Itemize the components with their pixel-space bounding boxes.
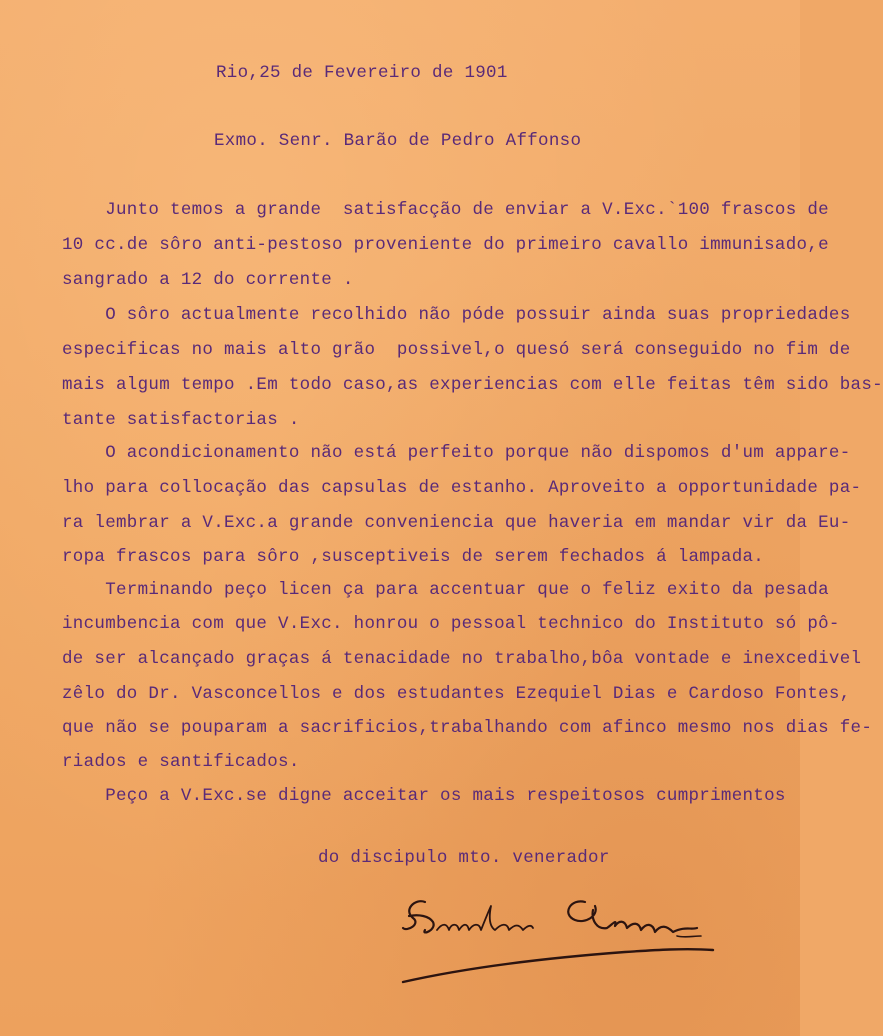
body-line: Peço a V.Exc.se digne acceitar os mais respeitosos cumprimentos [62,786,786,806]
signature-stroke [568,901,697,932]
letter-salutation: Exmo. Senr. Barão de Pedro Affonso [214,131,582,151]
signature-stroke [437,906,533,930]
body-line: sangrado a 12 do corrente . [62,270,354,290]
body-line: zêlo do Dr. Vasconcellos e dos estudantes Ezequiel Dias e Cardoso Fontes, [62,684,851,704]
body-line: riados e santificados. [62,752,300,772]
body-line: lho para collocação das capsulas de estanho. Aproveito a opportunidade pa- [62,478,862,498]
body-line: mais algum tempo .Em todo caso,as experiencias com elle feitas têm sido bas- [62,375,883,395]
body-line: O acondicionamento não está perfeito porque não dispomos d'um appare- [62,443,851,463]
body-line: Terminando peço licen ça para accentuar que o feliz exito da pesada [62,580,829,600]
signature-stroke [403,901,434,932]
body-line: especificas no mais alto grão possivel,o quesó será conseguido no fim de [62,340,851,360]
body-line: tante satisfactorias . [62,410,300,430]
body-line: de ser alcançado graças á tenacidade no trabalho,bôa vontade e inexcedivel [62,649,862,669]
body-line: ropa frascos para sôro ,susceptiveis de serem fechados á lampada. [62,547,765,567]
letter-closing: do discipulo mto. venerador [318,848,610,868]
body-line: Junto temos a grande satisfacção de enviar a V.Exc.`100 frascos de [62,200,829,220]
signature-underline [403,949,713,982]
body-line: 10 cc.de sôro anti-pestoso proveniente do primeiro cavallo immunisado,e [62,235,829,255]
signature-stroke [677,936,701,937]
handwritten-signature [385,880,725,1000]
body-line: ra lembrar a V.Exc.a grande conveniencia que haveria em mandar vir da Eu- [62,513,851,533]
letter-date: Rio,25 de Fevereiro de 1901 [216,63,508,83]
body-line: que não se pouparam a sacrificios,trabalhando com afinco mesmo nos dias fe- [62,718,873,738]
body-line: O sôro actualmente recolhido não póde possuir ainda suas propriedades [62,305,851,325]
body-line: incumbencia com que V.Exc. honrou o pessoal technico do Instituto só pô- [62,614,840,634]
